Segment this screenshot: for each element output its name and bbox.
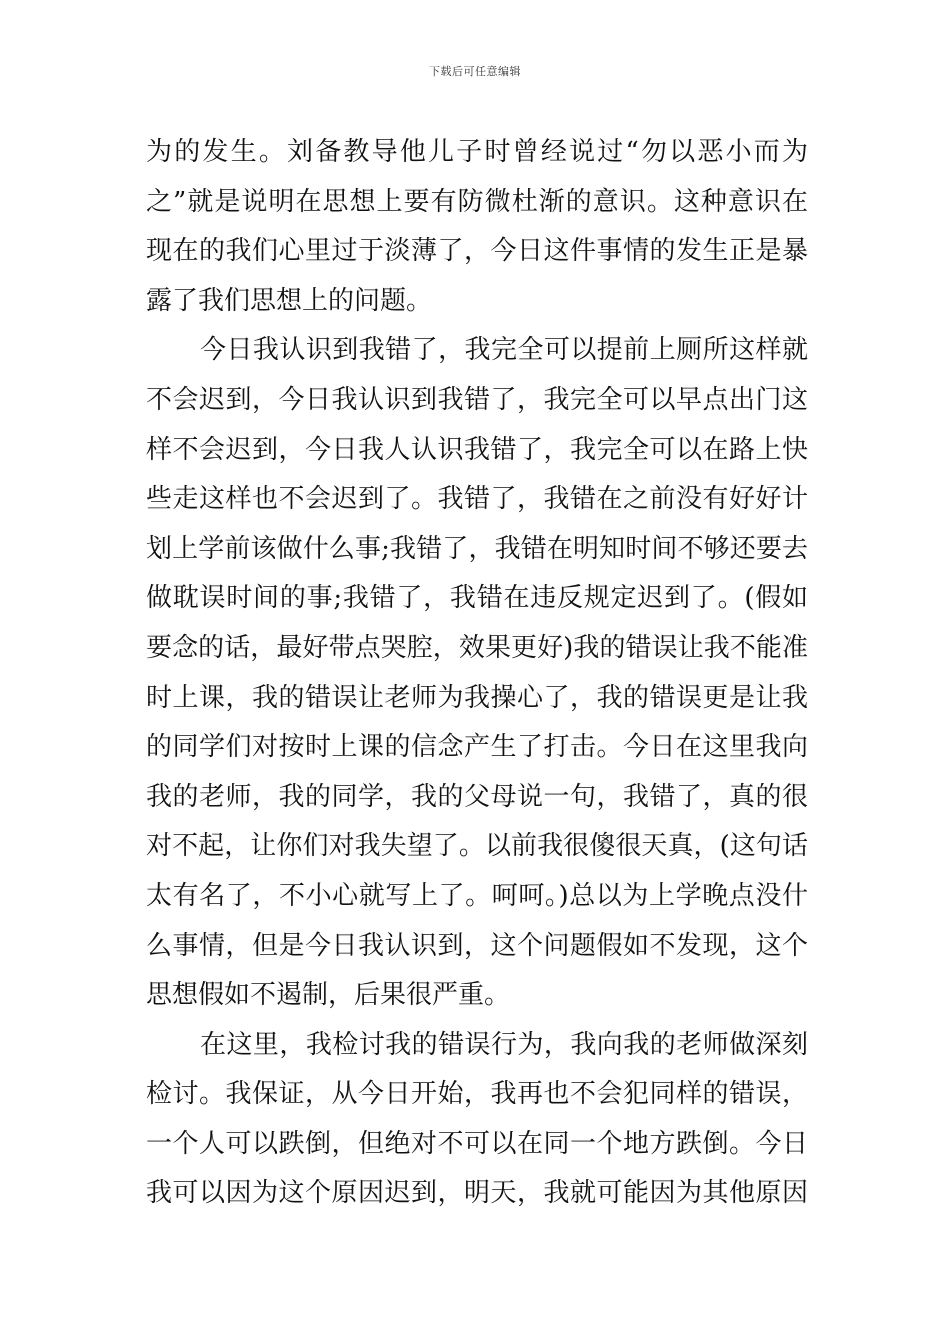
text-line: 要念的话，最好带点哭腔，效果更好)我的错误让我不能准 — [146, 632, 809, 663]
text-line: 的同学们对按时上课的信念产生了打击。今日在这里我向 — [146, 732, 809, 763]
page-header: 下载后可任意编辑 — [429, 65, 521, 78]
text-line: 一个人可以跌倒，但绝对不可以在同一个地方跌倒。今日 — [146, 1128, 809, 1159]
text-line: 在这里，我检讨我的错误行为，我向我的老师做深刻 — [200, 1029, 809, 1060]
text-line: 我的老师，我的同学，我的父母说一句，我错了，真的很 — [146, 781, 809, 812]
document-body — [146, 128, 811, 1219]
text-line: 今日我认识到我错了，我完全可以提前上厕所这样就 — [200, 335, 809, 366]
text-line: 不会迟到，今日我认识到我错了，我完全可以早点出门这 — [146, 384, 809, 415]
text-line: 我可以因为这个原因迟到，明天，我就可能因为其他原因 — [146, 1178, 809, 1209]
text-line: 思想假如不遏制，后果很严重。 — [146, 980, 511, 1011]
text-line: 做耽误时间的事;我错了，我错在违反规定迟到了。(假如 — [146, 583, 809, 614]
text-line: 划上学前该做什么事;我错了，我错在明知时间不够还要去 — [146, 533, 809, 564]
text-line: 太有名了，不小心就写上了。呵呵。)总以为上学晚点没什 — [146, 880, 809, 911]
text-line: 为的发生。刘备教导他儿子时曾经说过“勿以恶小而为 — [146, 137, 811, 167]
text-line: 些走这样也不会迟到了。我错了，我错在之前没有好好计 — [146, 484, 809, 515]
text-line: 检讨。我保证，从今日开始，我再也不会犯同样的错误， — [146, 1079, 809, 1110]
text-line: 时上课，我的错误让老师为我操心了，我的错误更是让我 — [146, 682, 809, 713]
text-line: 么事情，但是今日我认识到，这个问题假如不发现，这个 — [146, 930, 809, 961]
text-line: 现在的我们心里过于淡薄了，今日这件事情的发生正是暴 — [146, 236, 809, 267]
text-line: 之”就是说明在思想上要有防微杜渐的意识。这种意识在 — [146, 186, 810, 217]
text-line: 对不起，让你们对我失望了。以前我很傻很天真，(这句话 — [146, 831, 809, 862]
text-line: 露了我们思想上的问题。 — [146, 285, 433, 316]
text-line: 样不会迟到，今日我人认识我错了，我完全可以在路上快 — [146, 434, 809, 465]
